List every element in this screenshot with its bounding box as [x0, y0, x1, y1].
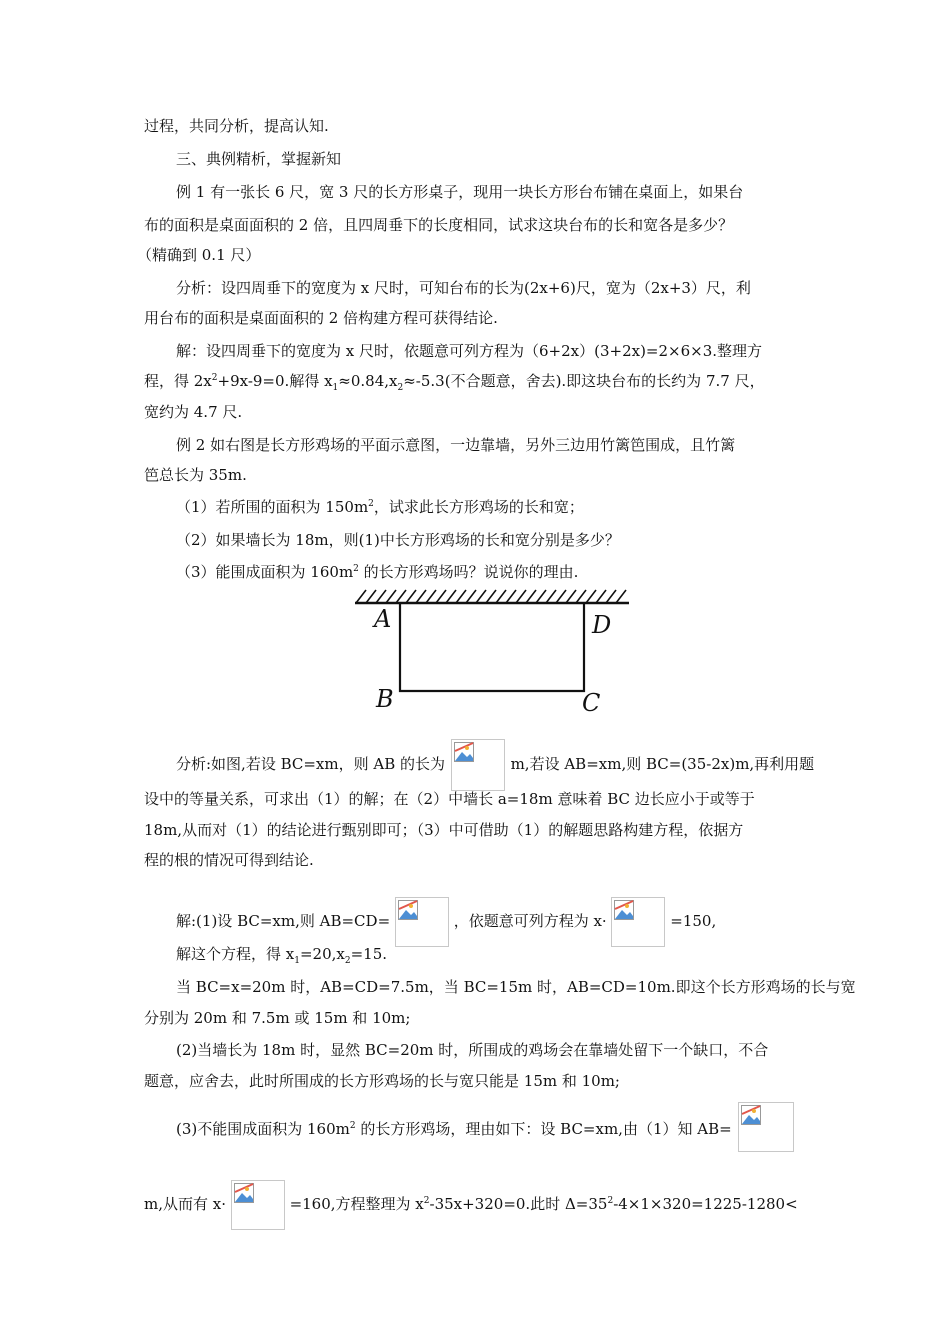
superscript: 2: [423, 1196, 430, 1206]
text-line: （2）如果墙长为 18m，则(1)中长方形鸡场的长和宽分别是多少？: [176, 531, 620, 549]
broken-image-icon: [738, 1102, 794, 1152]
vertex-label-b: B: [376, 685, 394, 713]
text: （1）若所围的面积为 150m: [176, 498, 369, 516]
text: m,从而有 x·: [144, 1195, 226, 1213]
text-line: 宽约为 4.7 尺.: [144, 403, 243, 421]
text: ≈-5.3(不合题意，舍去).即这块台布的长约为 7.7 尺，: [403, 372, 765, 390]
text: 的长方形鸡场，理由如下：设 BC=xm,由（1）知 AB=: [355, 1120, 732, 1138]
vertex-label-d: D: [592, 611, 612, 639]
text: -4×1×320=1225-1280<: [613, 1195, 798, 1213]
superscript: 2: [368, 499, 374, 509]
text: ，试求此长方形鸡场的长和宽；: [373, 498, 584, 516]
text-line: 题意，应舍去，此时所围成的长方形鸡场的长与宽只能是 15m 和 10m;: [144, 1072, 620, 1090]
text-line: [176, 897, 716, 947]
subscript: 2: [344, 956, 351, 966]
text: 解这个方程，得 x: [176, 945, 295, 963]
text-line: 程的根的情况可得到结论.: [144, 851, 314, 869]
text-line: [176, 561, 578, 583]
broken-image-icon: [395, 897, 449, 947]
rectangle-figure: [352, 585, 632, 724]
text-line: 当 BC=x=20m 时，AB=CD=7.5m，当 BC=15m 时，AB=CD=10m.即这个长方形鸡场的长与宽: [176, 978, 856, 996]
text-line: 布的面积是桌面面积的 2 倍，且四周垂下的长度相同，试求这块台布的长和宽各是多少？: [144, 216, 734, 234]
text-line: [176, 496, 584, 518]
text-line: 设中的等量关系，可求出（1）的解；在（2）中墙长 a=18m 意味着 BC 边长应小于或等于: [144, 790, 755, 808]
superscript: 2: [349, 1121, 356, 1131]
text: +9x-9=0.解得 x: [217, 372, 333, 390]
text-line: 18m,从而对（1）的结论进行甄别即可；（3）中可借助（1）的解题思路构建方程，依据方: [144, 821, 744, 839]
text: m,若设 AB=xm,则 BC=(35-2x)m,再利用题: [510, 755, 815, 773]
text: 的长方形鸡场吗？说说你的理由.: [358, 563, 579, 581]
text-line: 分别为 20m 和 7.5m 或 15m 和 10m;: [144, 1009, 411, 1027]
text-line: [144, 1180, 798, 1230]
text-line: [176, 943, 387, 965]
fence-outline: [400, 603, 584, 691]
text-line: 解：设四周垂下的宽度为 x 尺时，依题意可列方程为（6+2x）(3+2x)=2×6×3.整理方: [176, 342, 763, 360]
text: 程，得 2x: [144, 372, 212, 390]
vertex-label-c: C: [582, 689, 601, 717]
vertex-label-a: A: [374, 605, 392, 633]
text-line: [176, 739, 814, 791]
text: =160,方程整理为 x: [289, 1195, 424, 1213]
text: ≈0.84,x: [338, 372, 398, 390]
text: =15.: [350, 945, 388, 963]
text-line: 过程，共同分析，提高认知.: [144, 117, 329, 135]
subscript: 1: [332, 383, 339, 393]
text-line: 例 1 有一张长 6 尺，宽 3 尺的长方形桌子，现用一块长方形台布铺在桌面上，如果台: [176, 183, 744, 201]
text: -35x+320=0.此时 Δ=35: [429, 1195, 608, 1213]
wall-hatching: [356, 590, 626, 603]
superscript: 2: [607, 1196, 614, 1206]
broken-image-icon: [231, 1180, 285, 1230]
broken-image-icon: [611, 897, 665, 947]
text-line: (2)当墙长为 18m 时，显然 BC=20m 时，所围成的鸡场会在靠墙处留下一个缺口，不合: [176, 1041, 769, 1059]
text: =20,x: [299, 945, 345, 963]
subscript: 1: [294, 956, 300, 966]
text: （3）能围成面积为 160m: [176, 563, 354, 581]
text: 分析:如图,若设 BC=xm，则 AB 的长为: [176, 755, 446, 773]
text-line: （精确到 0.1 尺）: [137, 246, 261, 264]
text-line: 例 2 如右图是长方形鸡场的平面示意图，一边靠墙，另外三边用竹篱笆围成，且竹篱: [176, 436, 736, 454]
text-line: [144, 370, 765, 392]
text-line: [176, 1118, 732, 1140]
subscript: 2: [397, 383, 404, 393]
text: =150,: [670, 912, 717, 930]
text: 解:(1)设 BC=xm,则 AB=CD=: [176, 912, 391, 930]
section-heading: 三、典例精析，掌握新知: [176, 150, 342, 168]
text: (3)不能围成面积为 160m: [176, 1120, 350, 1138]
text-line: 笆总长为 35m.: [144, 466, 247, 484]
superscript: 2: [211, 373, 218, 383]
text-line: 用台布的面积是桌面面积的 2 倍构建方程可获得结论.: [144, 309, 498, 327]
superscript: 2: [353, 564, 359, 574]
text: ，依题意可列方程为 x·: [453, 912, 607, 930]
text-line: 分析：设四周垂下的宽度为 x 尺时，可知台布的长为(2x+6)尺，宽为（2x+3）尺，利: [176, 279, 751, 297]
broken-image-icon: [451, 739, 505, 791]
